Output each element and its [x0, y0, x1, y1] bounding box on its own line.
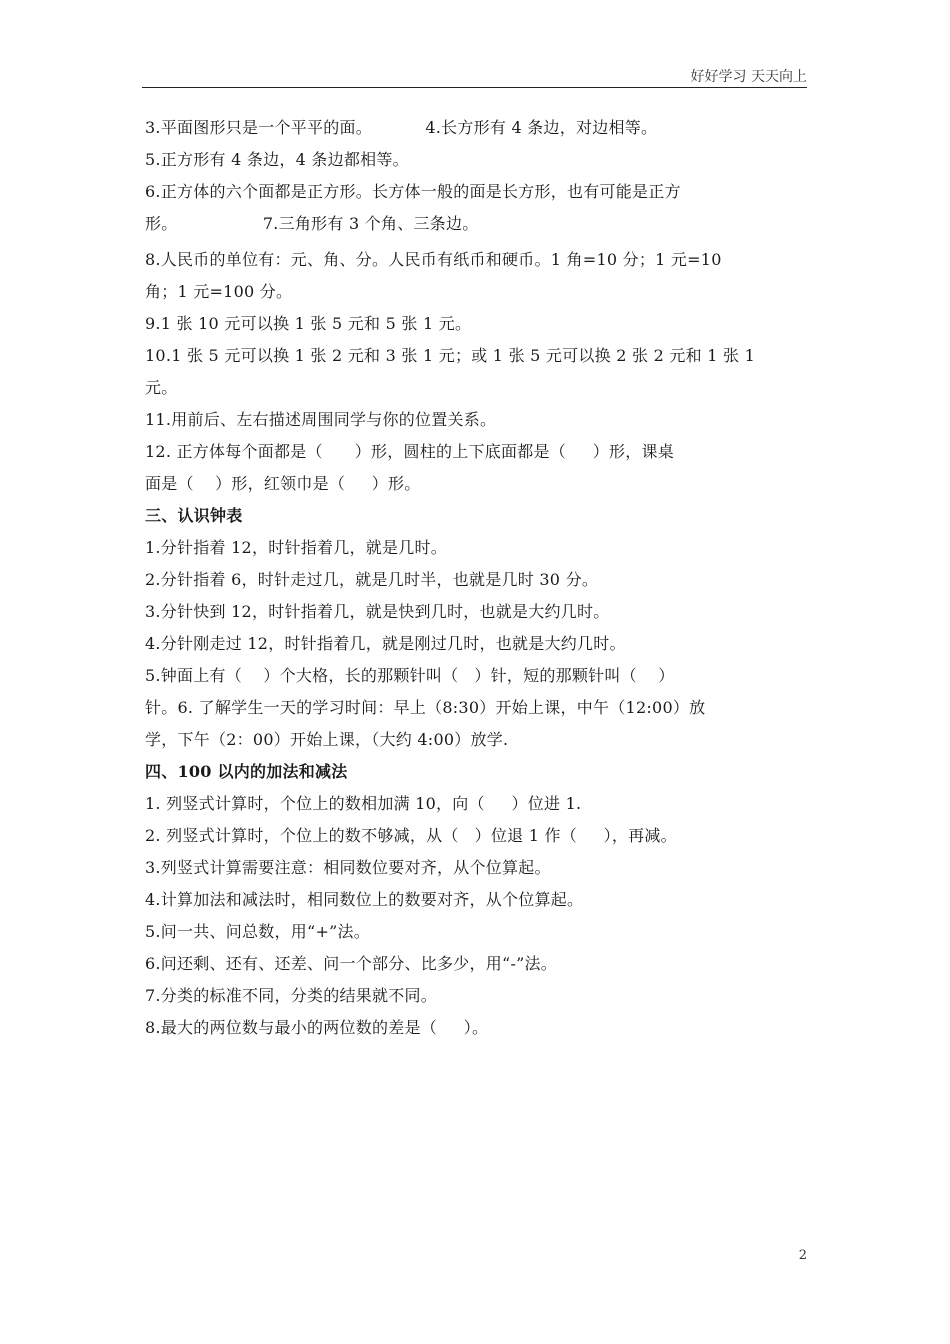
- text-line: 3.平面图形只是一个平平的面。 4.长方形有 4 条边，对边相等。: [145, 118, 658, 137]
- text-line: 3.列竖式计算需要注意：相同数位要对齐，从个位算起。: [145, 858, 551, 877]
- header-rule: [142, 87, 807, 88]
- text-line: 12. 正方体每个面都是（ ）形，圆柱的上下底面都是（ ）形，课桌: [145, 442, 674, 461]
- text-line: 4.分针刚走过 12，时针指着几，就是刚过几时，也就是大约几时。: [145, 634, 626, 653]
- text-line: 8.最大的两位数与最小的两位数的差是（ ）。: [145, 1018, 489, 1037]
- text-line: 4.计算加法和减法时，相同数位上的数要对齐，从个位算起。: [145, 890, 584, 909]
- text-line: 元。: [145, 378, 178, 397]
- text-line: 6.正方体的六个面都是正方形。长方体一般的面是长方形，也有可能是正方: [145, 182, 681, 201]
- text-line: 3.分针快到 12，时针指着几，就是快到几时，也就是大约几时。: [145, 602, 610, 621]
- text-line: 2. 列竖式计算时，个位上的数不够减，从（ ）位退 1 作（ ），再减。: [145, 826, 677, 845]
- text-line: 1. 列竖式计算时，个位上的数相加满 10，向（ ）位进 1.: [145, 794, 582, 813]
- page-header-text: 好好学习 天天向上: [690, 69, 807, 85]
- section-heading: 三、认识钟表: [145, 506, 243, 525]
- text-line: 5.问一共、问总数，用“+”法。: [145, 922, 371, 941]
- text-line: 8.人民币的单位有：元、角、分。人民币有纸币和硬币。1 角=10 分；1 元=10: [145, 250, 722, 269]
- text-line: 2.分针指着 6，时针走过几，就是几时半，也就是几时 30 分。: [145, 570, 599, 589]
- text-line: 面是（ ）形，红领巾是（ ）形。: [145, 474, 421, 493]
- section-heading: 四、100 以内的加法和减法: [145, 762, 348, 781]
- text-line: 形。 7.三角形有 3 个角、三条边。: [145, 214, 479, 233]
- text-line: 11.用前后、左右描述周围同学与你的位置关系。: [145, 410, 497, 429]
- text-line: 角；1 元=100 分。: [145, 282, 293, 301]
- text-line: 9.1 张 10 元可以换 1 张 5 元和 5 张 1 元。: [145, 314, 472, 333]
- text-line: 7.分类的标准不同，分类的结果就不同。: [145, 986, 438, 1005]
- page-number: 2: [798, 1248, 807, 1263]
- text-line: 5.钟面上有（ ）个大格，长的那颗针叫（ ）针，短的那颗针叫（ ）: [145, 666, 675, 685]
- text-line: 1.分针指着 12，时针指着几，就是几时。: [145, 538, 447, 557]
- text-line: 5.正方形有 4 条边，4 条边都相等。: [145, 150, 409, 169]
- text-line: 针。6. 了解学生一天的学习时间：早上（8:30）开始上课，中午（12:00）放: [145, 698, 706, 717]
- text-line: 学，下午（2：00）开始上课，（大约 4:00）放学.: [145, 730, 509, 749]
- text-line: 10.1 张 5 元可以换 1 张 2 元和 3 张 1 元；或 1 张 5 元可以换 2 张 2 元和 1 张 1: [145, 346, 755, 365]
- text-line: 6.问还剩、还有、还差、问一个部分、比多少，用“-”法。: [145, 954, 558, 973]
